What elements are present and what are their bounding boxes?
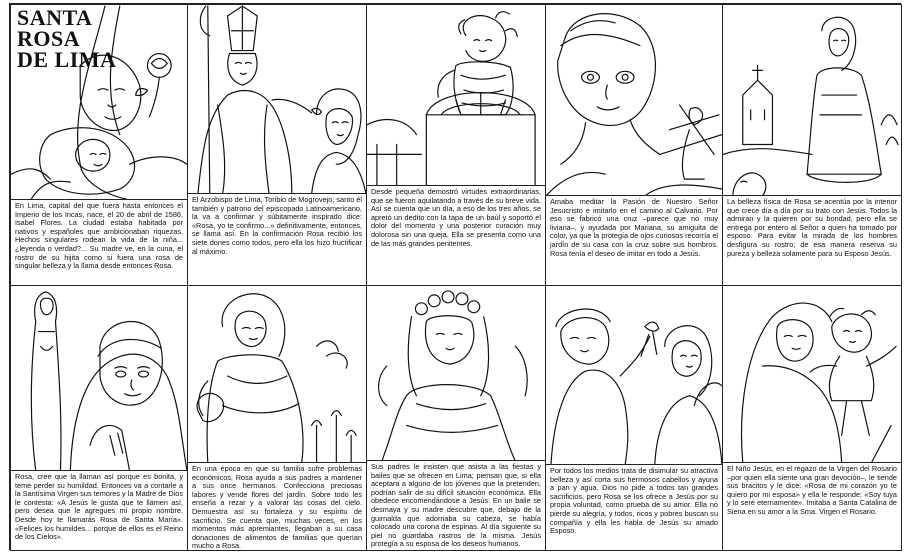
caption-text: El Niño Jesús, en el regazo de la Virgen del Rosario –por quien ella siente una gran devoción–, le tiende sus bracitos y le dice: «Rosa de mi corazón yo te quiero por mi esposa» y ella le responde: «Soy tuya y lo seré eternamente». Imitaba a Santa Catalina de Siena en su amor a la Sma. Virgen el Rosario. bbox=[727, 464, 897, 516]
comic-panel-8 bbox=[366, 285, 546, 551]
panel-illustration-girl-chest bbox=[367, 5, 545, 187]
caption-text: En una época en que su familia sufre problemas económicos, Rosa ayuda a sus padres a mantener a sus once hermanos. Confecciona preciosas labores y vende flores del jardín. Sobre todo les enseña a rezar y a valorar las cosas del cielo. Demuestra así su fortaleza y su espíritu de sacrificio. Se cuenta que, muchas veces, en los momentos más apremiantes, llegaban a su casa donaciones de alimentos de familias que querían mucho a Rosa. bbox=[192, 464, 362, 551]
comic-title bbox=[17, 7, 116, 70]
comic-panel-7 bbox=[187, 285, 367, 551]
panel-caption-9 bbox=[546, 464, 722, 550]
panel-caption-4 bbox=[546, 195, 722, 285]
caption-text: Sus padres le insisten que asista a las fiestas y bailes que se ofrecen en Lima; piensan que, si ella aceptara a alguno de los jóvenes que la pretenden, podrían salir de su difícil situación económica. Ella obedece encomendándose a Jesús. En un baile se desmaya y su madre descubre que, debajo de la guirnalda que adornaba su cabeza, se había colocado una corona de espinas. Al día siguiente su piel no guardaba rastros de la misma. Jesús protegía a su esposa de los deseos humanos. bbox=[371, 462, 541, 549]
comic-panel-10 bbox=[722, 285, 902, 551]
panel-caption-8 bbox=[367, 460, 545, 550]
comic-panel-3 bbox=[366, 4, 546, 286]
title-line-3: DE LIMA bbox=[17, 47, 117, 72]
caption-text: Por todos los medios trata de disimular su atractiva belleza y así corta sus hermosos cabellos y ayuna a pan y agua. Dios no pide a todos tan grandes sacrificios, pero Rosa se los ofrece a Jesús por su propia voluntad, como prueba de su amor. Ella no pierde su alegría, y todos, ricos y pobres buscan su compañía y ella les habla de Jesús su amado Esposo. bbox=[550, 466, 718, 536]
panel-caption-2 bbox=[188, 193, 366, 285]
panel-illustration-basket bbox=[188, 286, 366, 464]
panel-illustration-archbishop bbox=[188, 5, 366, 195]
comic-panel-6 bbox=[10, 285, 188, 551]
comic-panel-9 bbox=[545, 285, 723, 551]
panel-caption-7 bbox=[188, 462, 366, 550]
panel-caption-6 bbox=[11, 470, 187, 550]
panel-illustration-child-jesus bbox=[723, 286, 901, 464]
caption-text: Desde pequeña demostró virtudes extraordinarias, que se fueron aquilatando a través de su breve vida. Así se cuenta que un día, a eso de los tres años, se apretó un dedito con la tapa de un baúl y soportó el dolor del momento y una posterior curación muy dolorosa sin una queja. Ella se presenta como una de las más grandes penitentes. bbox=[371, 187, 541, 248]
comic-panel-4 bbox=[545, 4, 723, 286]
caption-text: En Lima, capital del que fuera hasta entonces el Imperio de los Incas, nace, el 20 de abril de 1586, Isabel Flores. La ciudad estaba habitada por nativos y españoles que ambicionaban riquezas. Hechos singulares rodean la vida de la niña... ¿leyenda o verdad?... Su madre ve, en la cuna, el rostro de su hijita como si fuera una rosa de singular belleza y la llama desde entonces Rosa. bbox=[15, 201, 183, 271]
comic-panel-5 bbox=[722, 4, 902, 286]
comic-panel-2 bbox=[187, 4, 367, 286]
panel-illustration-cutting-hair bbox=[546, 286, 722, 466]
caption-text: Rosa, cree que la llaman así porque es bonita, y teme perder su humildad. Entonces va a contarle a la Santísima Virgen sus temores y la Madre de Dios le contesta: «A Jesús le gusta que te llamen así, pero desea que le agregues mi propio nombre. Desde hoy te llamarás Rosa de Santa María». «Felices los humildes... porque de ellos es el Reino de los Cielos». bbox=[15, 472, 183, 542]
title-line-2: ROSA bbox=[17, 26, 81, 51]
panel-caption-10 bbox=[723, 462, 901, 550]
comic-panel-1 bbox=[10, 4, 188, 286]
panel-illustration-flower-crown bbox=[367, 286, 545, 462]
panel-caption-3 bbox=[367, 185, 545, 285]
panel-illustration-virgin-praying bbox=[11, 286, 187, 472]
comic-sheet bbox=[9, 3, 901, 550]
caption-text: El Arzobispo de Lima, Toribio de Mogrovejo, santo él también y patrono del episcopado Latinoamericano, la va a confirmar y súbitamente inspirado dice: «Rosa, yo te confirmo...» definitivamente, entonces, se llama así. En la confirmación Rosa recibió los siete dones como todos, pero ella los hizo fructificar al máximo. bbox=[192, 195, 362, 256]
panel-caption-1 bbox=[11, 199, 187, 285]
panel-caption-5 bbox=[723, 195, 901, 285]
caption-text: Amaba meditar la Pasión de Nuestro Señor Jesucristo e imitarlo en el camino al Calvario. Por eso se fabricó una cruz –parece que no muy liviana–, y ayudada por Mariana, su amiguita de color, ya que la protegía de ojos curiosos recorría el jardín de su casa con la cruz sobre sus hombros. Rosa tenía el deseo de imitar en todo a Jesús. bbox=[550, 197, 718, 258]
caption-text: La belleza física de Rosa se acentúa por la interior que crece día a día por su trato con Jesús. Todos la admiran y la quieren por su bondad, pero ella se entrega por entero al Señor a quien ha tomado por esposo. Para evitar la mirada de los hombres desfigura su rostro; de esa manera reserva su pureza y belleza solamente para su Esposo Jesús. bbox=[727, 197, 897, 258]
panel-illustration-village bbox=[723, 5, 901, 197]
title-line-1: SANTA bbox=[17, 5, 93, 30]
panel-illustration-passion bbox=[546, 5, 722, 197]
